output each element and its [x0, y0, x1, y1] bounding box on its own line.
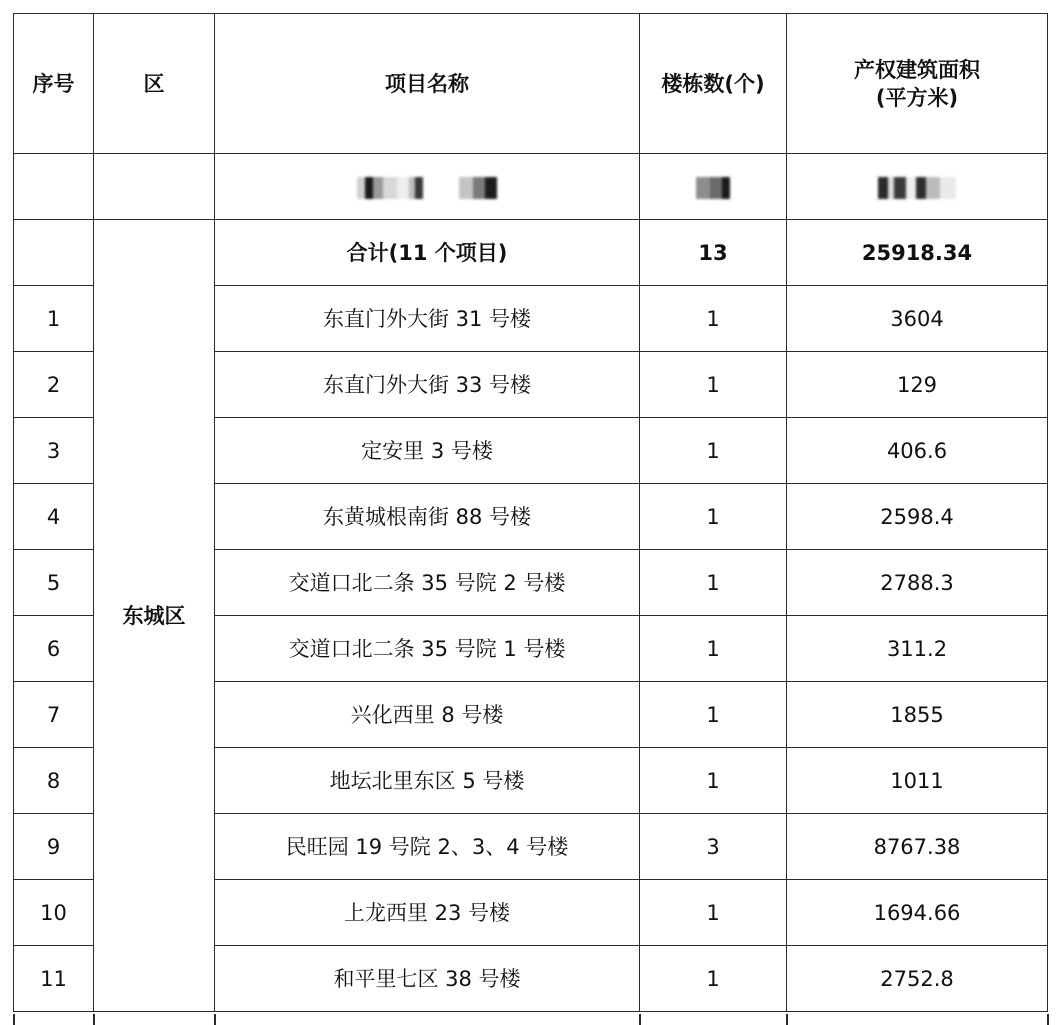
total-count: 13 [640, 220, 787, 286]
header-district: 区 [94, 14, 215, 154]
row-no: 8 [14, 748, 94, 814]
continuation-lines [13, 1014, 1049, 1025]
row-area: 3604 [787, 286, 1048, 352]
column-divider [93, 1014, 95, 1025]
row-count: 3 [640, 814, 787, 880]
row-no: 3 [14, 418, 94, 484]
redacted-row [14, 154, 1048, 220]
district-cell: 东城区 [94, 220, 215, 1012]
redacted-area [787, 154, 1048, 220]
row-area: 2752.8 [787, 946, 1048, 1012]
row-name: 民旺园 19 号院 2、3、4 号楼 [215, 814, 640, 880]
redacted-count [640, 154, 787, 220]
row-count: 1 [640, 616, 787, 682]
header-area-line1: 产权建筑面积 [854, 57, 980, 82]
header-building-count: 楼栋数(个) [640, 14, 787, 154]
total-area: 25918.34 [787, 220, 1048, 286]
row-count: 1 [640, 550, 787, 616]
row-area: 406.6 [787, 418, 1048, 484]
redacted-area-block [878, 177, 956, 199]
header-project-name: 项目名称 [215, 14, 640, 154]
header-area-line2: (平方米) [875, 85, 959, 110]
row-count: 1 [640, 484, 787, 550]
redacted-name-block [357, 177, 497, 199]
total-row [14, 220, 1048, 286]
column-divider [1047, 1014, 1049, 1025]
row-no: 11 [14, 946, 94, 1012]
row-count: 1 [640, 946, 787, 1012]
row-count: 1 [640, 286, 787, 352]
row-area: 311.2 [787, 616, 1048, 682]
row-count: 1 [640, 748, 787, 814]
redacted-no [14, 154, 94, 220]
row-count: 1 [640, 880, 787, 946]
row-no: 2 [14, 352, 94, 418]
row-no: 1 [14, 286, 94, 352]
column-divider [214, 1014, 216, 1025]
row-count: 1 [640, 352, 787, 418]
row-area: 1855 [787, 682, 1048, 748]
row-no: 6 [14, 616, 94, 682]
header-row [14, 14, 1048, 154]
row-area: 2788.3 [787, 550, 1048, 616]
header-area [787, 14, 1048, 154]
total-name: 合计(11 个项目) [215, 220, 640, 286]
row-count: 1 [640, 418, 787, 484]
row-name: 定安里 3 号楼 [215, 418, 640, 484]
row-name: 上龙西里 23 号楼 [215, 880, 640, 946]
header-no: 序号 [14, 14, 94, 154]
row-name: 和平里七区 38 号楼 [215, 946, 640, 1012]
row-no: 5 [14, 550, 94, 616]
total-no [14, 220, 94, 286]
row-no: 9 [14, 814, 94, 880]
row-no: 4 [14, 484, 94, 550]
row-name: 交道口北二条 35 号院 1 号楼 [215, 616, 640, 682]
column-divider [639, 1014, 641, 1025]
redacted-count-block [696, 177, 730, 199]
row-area: 1011 [787, 748, 1048, 814]
row-name: 地坛北里东区 5 号楼 [215, 748, 640, 814]
row-name: 交道口北二条 35 号院 2 号楼 [215, 550, 640, 616]
column-divider [13, 1014, 15, 1025]
redacted-name [215, 154, 640, 220]
row-area: 1694.66 [787, 880, 1048, 946]
row-name: 东直门外大街 33 号楼 [215, 352, 640, 418]
row-area: 2598.4 [787, 484, 1048, 550]
housing-project-table [13, 13, 1048, 1012]
row-count: 1 [640, 682, 787, 748]
row-name: 东黄城根南街 88 号楼 [215, 484, 640, 550]
column-divider [786, 1014, 788, 1025]
row-name: 东直门外大街 31 号楼 [215, 286, 640, 352]
row-no: 7 [14, 682, 94, 748]
row-area: 8767.38 [787, 814, 1048, 880]
row-area: 129 [787, 352, 1048, 418]
row-no: 10 [14, 880, 94, 946]
row-name: 兴化西里 8 号楼 [215, 682, 640, 748]
redacted-district [94, 154, 215, 220]
